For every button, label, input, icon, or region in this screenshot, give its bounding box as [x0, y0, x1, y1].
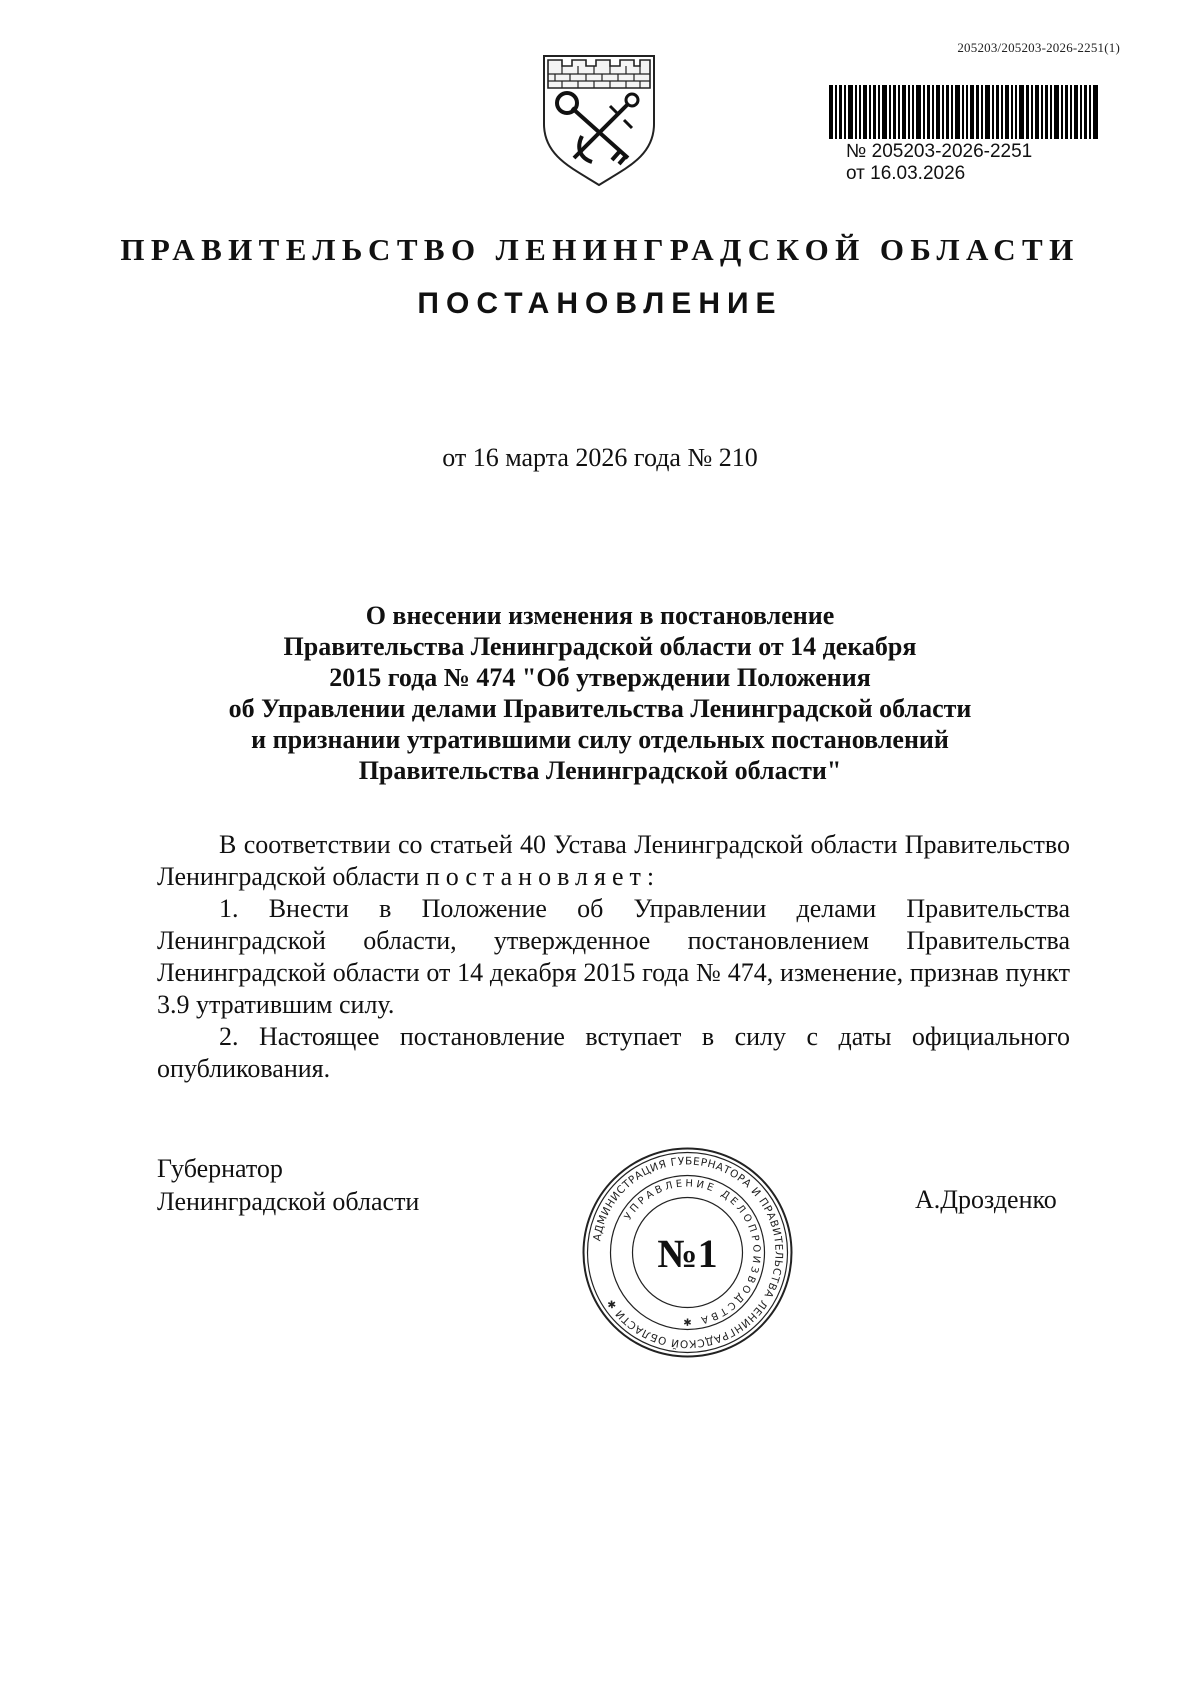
decree-subject	[150, 600, 1050, 786]
coat-of-arms-emblem	[540, 52, 658, 187]
signer-position-line: Губернатор	[157, 1154, 283, 1183]
decree-date-number: от 16 марта 2026 года № 210	[442, 443, 758, 472]
svg-text:АДМИНИСТРАЦИЯ ГУБЕРНАТОРА И ПР: АДМИНИСТРАЦИЯ ГУБЕРНАТОРА И ПРАВИТЕЛЬСТВА ЛЕНИНГРАДСКОЙ ОБЛАСТИ ✱	[591, 1155, 785, 1350]
document-type-heading: ПОСТАНОВЛЕНИЕ	[417, 287, 783, 320]
subject-line: и признании утратившими силу отдельных постановлений	[251, 725, 949, 754]
decree-word: постановляет:	[425, 862, 661, 891]
registration-block	[846, 141, 1032, 185]
signer-position-line: Ленинградской области	[157, 1187, 420, 1216]
government-heading: ПРАВИТЕЛЬСТВО ЛЕНИНГРАДСКОЙ ОБЛАСТИ	[120, 232, 1080, 267]
svg-text:№1: №1	[657, 1231, 718, 1276]
svg-text:УПРАВЛЕНИЕ ДЕЛОПРОИЗВОДСТВА ✱: УПРАВЛЕНИЕ ДЕЛОПРОИЗВОДСТВА ✱	[622, 1178, 762, 1327]
subject-line: О внесении изменения в постановление	[365, 601, 835, 630]
subject-line: об Управлении делами Правительства Ленинградской области	[228, 694, 972, 723]
document-id: 205203/205203-2026-2251(1)	[957, 40, 1120, 55]
subject-line: Правительства Ленинградской области"	[358, 756, 842, 785]
registration-date: от 16.03.2026	[846, 163, 966, 184]
subject-line: Правительства Ленинградской области от 14 декабря	[283, 632, 917, 661]
item-1-paragraph: 1. Внести в Положение об Управлении делами Правительства Ленинградской области, утвержденное постановлением Правительства Ленинградской области от 14 декабря 2015 года № 474, изменение, признав пункт 3.9 утратившим силу.	[157, 894, 1070, 1019]
preamble-paragraph	[157, 829, 1070, 893]
registration-number: № 205203-2026-2251	[846, 141, 1033, 162]
barcode-icon	[829, 85, 1099, 139]
item-2-paragraph: 2. Настоящее постановление вступает в силу с даты официального опубликования.	[157, 1022, 1070, 1083]
decree-body	[157, 829, 1070, 1085]
subject-line: 2015 года № 474 "Об утверждении Положения	[329, 663, 871, 692]
official-seal-stamp	[580, 1145, 795, 1360]
preamble-text: В соответствии со статьей 40 Устава Ленинградской области Правительство Ленинградской области	[157, 830, 1070, 891]
signer-name: А.Дрозденко	[915, 1185, 1057, 1214]
signer-position	[157, 1152, 419, 1218]
